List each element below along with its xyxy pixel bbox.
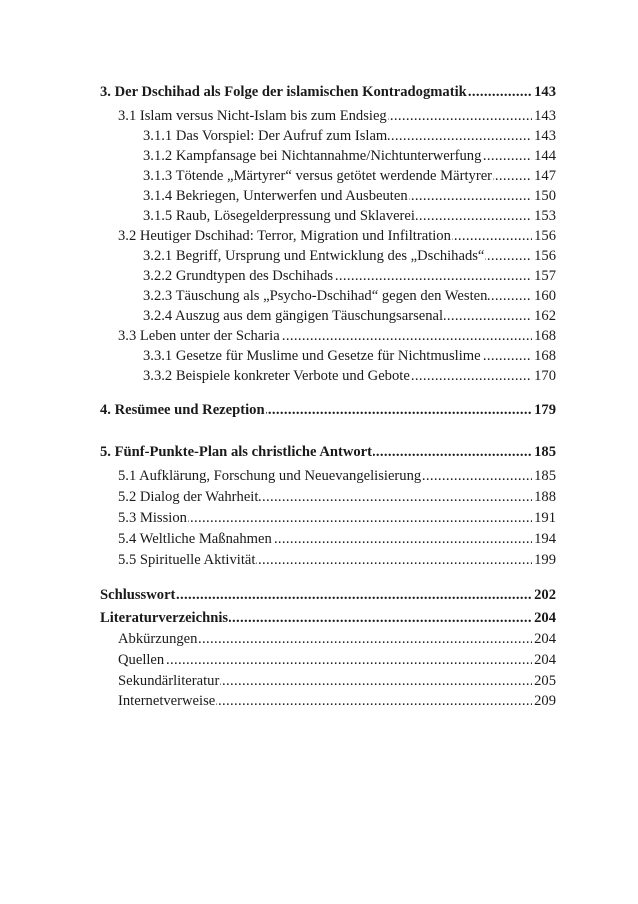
- toc-entry-page: 156: [533, 245, 556, 267]
- toc-entry-page: 143: [533, 125, 556, 147]
- toc-entry[interactable]: [0, 245, 638, 267]
- toc-entry-page: 143: [533, 81, 556, 103]
- toc-entry-page: 205: [533, 670, 556, 692]
- toc-entry[interactable]: [0, 285, 638, 307]
- toc-entry[interactable]: [0, 607, 638, 629]
- toc-entry-title: 3.2.1 Begriff, Ursprung und Entwicklung des „Dschihads“: [143, 245, 485, 267]
- toc-entry-title: Abkürzungen: [118, 628, 198, 650]
- toc-entry-title: 3.3.2 Beispiele konkreter Verbote und Gebote: [143, 365, 411, 387]
- toc-entry[interactable]: [0, 305, 638, 327]
- toc-entry[interactable]: [0, 649, 638, 671]
- dot-leader: [118, 649, 532, 671]
- toc-entry[interactable]: [0, 225, 638, 247]
- toc-entry[interactable]: [0, 145, 638, 167]
- toc-entry[interactable]: [0, 690, 638, 712]
- toc-entry[interactable]: [0, 265, 638, 287]
- toc-entry[interactable]: [0, 549, 638, 571]
- toc-entry-title: 5.2 Dialog der Wahrheit: [118, 486, 259, 508]
- toc-entry-page: 144: [533, 145, 556, 167]
- toc-entry[interactable]: [0, 365, 638, 387]
- toc-entry-title: 5.4 Weltliche Maßnahmen: [118, 528, 273, 550]
- toc-entry-title: 5. Fünf-Punkte-Plan als christliche Antwort: [100, 441, 373, 463]
- toc-entry-title: 3.2.3 Täuschung als „Psycho-Dschihad“ gegen den Westen: [143, 285, 488, 307]
- toc-entry-page: 153: [533, 205, 556, 227]
- toc-entry-title: 5.1 Aufklärung, Forschung und Neuevangelisierung: [118, 465, 422, 487]
- toc-entry-title: 5.3 Mission: [118, 507, 188, 529]
- toc-entry[interactable]: [0, 628, 638, 650]
- toc-entry-page: 202: [533, 584, 556, 606]
- toc-entry[interactable]: [0, 670, 638, 692]
- toc-entry-title: Schlusswort: [100, 584, 176, 606]
- toc-entry-page: 204: [533, 607, 556, 629]
- toc-entry-page: 170: [533, 365, 556, 387]
- toc-entry-title: 4. Resümee und Rezeption: [100, 399, 266, 421]
- toc-entry-page: 185: [533, 465, 556, 487]
- toc-entry-page: 168: [533, 345, 556, 367]
- toc-entry-page: 143: [533, 105, 556, 127]
- toc-entry-page: 185: [533, 441, 556, 463]
- toc-entry-page: 204: [533, 649, 556, 671]
- toc-entry-title: 3.1.4 Bekriegen, Unterwerfen und Ausbeuten: [143, 185, 409, 207]
- toc-entry-page: 179: [533, 399, 556, 421]
- toc-entry[interactable]: [0, 345, 638, 367]
- toc-entry-page: 199: [533, 549, 556, 571]
- toc-entry-page: 156: [533, 225, 556, 247]
- toc-entry[interactable]: [0, 165, 638, 187]
- toc-entry[interactable]: [0, 486, 638, 508]
- toc-entry-title: Sekundärliteratur: [118, 670, 220, 692]
- toc-entry[interactable]: [0, 507, 638, 529]
- toc-entry[interactable]: [0, 81, 638, 103]
- toc-entry-page: 162: [533, 305, 556, 327]
- toc-entry-title: 5.5 Spirituelle Aktivität: [118, 549, 256, 571]
- toc-entry[interactable]: [0, 441, 638, 463]
- toc-entry-title: 3.3.1 Gesetze für Muslime und Gesetze für Nichtmuslime: [143, 345, 482, 367]
- toc-entry-page: 194: [533, 528, 556, 550]
- toc-entry[interactable]: [0, 584, 638, 606]
- toc-entry[interactable]: [0, 185, 638, 207]
- toc-entry-title: Literaturverzeichnis: [100, 607, 229, 629]
- toc-entry-page: 191: [533, 507, 556, 529]
- toc-entry-page: 147: [533, 165, 556, 187]
- toc-entry-page: 204: [533, 628, 556, 650]
- toc-entry-page: 150: [533, 185, 556, 207]
- toc-entry-page: 188: [533, 486, 556, 508]
- toc-entry-title: 3.3 Leben unter der Scharia: [118, 325, 281, 347]
- toc-entry-title: 3. Der Dschihad als Folge der islamischen Kontradogmatik: [100, 81, 468, 103]
- toc-entry[interactable]: [0, 325, 638, 347]
- toc-entry[interactable]: [0, 465, 638, 487]
- toc-entry[interactable]: [0, 399, 638, 421]
- toc-entry-page: 157: [533, 265, 556, 287]
- toc-entry-title: Internetverweise: [118, 690, 216, 712]
- toc-entry[interactable]: [0, 125, 638, 147]
- toc-entry-page: 160: [533, 285, 556, 307]
- toc-entry-page: 168: [533, 325, 556, 347]
- toc-entry-title: 3.1.5 Raub, Lösegelderpressung und Sklaverei: [143, 205, 416, 227]
- toc-entry-title: 3.1.1 Das Vorspiel: Der Aufruf zum Islam: [143, 125, 388, 147]
- toc-entry[interactable]: [0, 205, 638, 227]
- toc-entry[interactable]: [0, 105, 638, 127]
- toc-entry-title: 3.2.4 Auszug aus dem gängigen Täuschungsarsenal: [143, 305, 444, 327]
- toc-entry-title: 3.1.3 Tötende „Märtyrer“ versus getötet werdende Märtyrer: [143, 165, 493, 187]
- toc-entry-page: 209: [533, 690, 556, 712]
- toc-entry-title: Quellen: [118, 649, 165, 671]
- toc-entry-title: 3.1 Islam versus Nicht-Islam bis zum Endsieg: [118, 105, 388, 127]
- toc-entry[interactable]: [0, 528, 638, 550]
- toc-entry-title: 3.1.2 Kampfansage bei Nichtannahme/Nichtunterwerfung: [143, 145, 482, 167]
- toc-entry-title: 3.2 Heutiger Dschihad: Terror, Migration und Infiltration: [118, 225, 452, 247]
- toc-entry-title: 3.2.2 Grundtypen des Dschihads: [143, 265, 334, 287]
